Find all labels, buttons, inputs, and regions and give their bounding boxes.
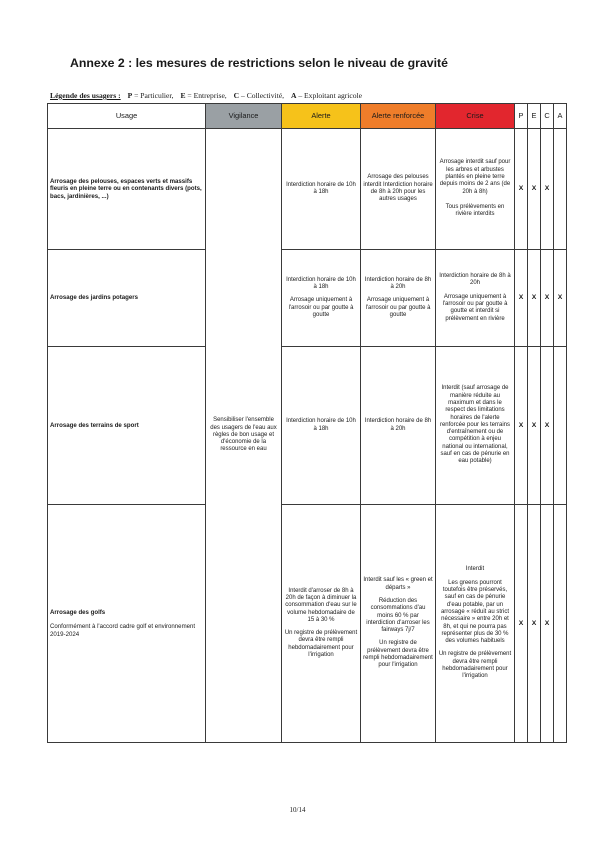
mark-a	[554, 347, 567, 505]
header-vigilance: Vigilance	[206, 104, 282, 129]
mark-a	[554, 505, 567, 743]
crise-text: Arrosage interdit sauf pour les arbres et arbustes plantés en pleine terre depuis moins de 2 ans (de 20h à 8h)	[439, 159, 511, 195]
mark-c: X	[541, 347, 554, 505]
page-number: 10/14	[289, 806, 306, 814]
usage-cell	[48, 129, 206, 250]
alerte-text: Interdiction horaire de 10h à 18h	[286, 181, 356, 195]
table-row	[48, 250, 567, 347]
mark-a: X	[554, 250, 567, 347]
mark-p: X	[515, 129, 528, 250]
alerte-text: Un registre de prélèvement devra être rempli hebdomadairement pour l'irrigation	[284, 630, 358, 659]
renforcee-text: Interdiction horaire de 8h à 20h	[364, 276, 432, 291]
crise-cell	[436, 347, 515, 505]
usage-subtitle: Conformément à l'accord cadre golf et environnement 2019-2024	[50, 623, 196, 638]
legend	[50, 91, 570, 100]
alerte-text: Arrosage uniquement à l'arrosoir ou par goutte à goutte	[288, 297, 354, 318]
header-alerte-renforcee: Alerte renforcée	[361, 104, 436, 129]
crise-cell	[436, 129, 515, 250]
mark-e: X	[528, 250, 541, 347]
mark-c: X	[541, 250, 554, 347]
page-title: Annexe 2 : les mesures de restrictions selon le niveau de gravité	[70, 56, 448, 70]
alerte-cell	[282, 505, 361, 743]
alerte-text: Interdiction horaire de 10h à 18h	[286, 276, 356, 291]
renforcee-text: Réduction des consommations d'au moins 60 % par interdiction d'arroser les fairways 7j/7	[366, 597, 430, 634]
usage-cell	[48, 250, 206, 347]
alerte-text: Interdiction horaire de 10h à 18h	[286, 418, 356, 432]
crise-text: Interdit	[465, 566, 485, 573]
table-row	[48, 505, 567, 743]
alerte-cell	[282, 250, 361, 347]
header-crise: Crise	[436, 104, 515, 129]
table-row	[48, 347, 567, 505]
usage-title: Arrosage des terrains de sport	[50, 421, 139, 429]
usage-title: Arrosage des pelouses, espaces verts et massifs fleuris en pleine terre ou en contenants divers (pots, bacs, jardinières, ...)	[50, 178, 202, 200]
header-alerte: Alerte	[282, 104, 361, 129]
crise-text: Interdit (sauf arrosage de manière réduite au maximum et dans le respect des limitations horaires de l'alerte renforcée pour les terrains d'entraînement ou de compétition à enjeu national ou international, sauf en cas de pénurie en eau potable)	[439, 385, 511, 465]
renforcee-text: Interdit sauf les « green et départs »	[363, 577, 433, 591]
renforcee-text: Un registre de prélèvement devra être rempli hebdomadairement pour l'irrigation	[363, 640, 433, 669]
restrictions-table	[47, 103, 567, 743]
header-a: A	[554, 104, 567, 129]
usage-cell	[48, 347, 206, 505]
legend-item-e: E = Entreprise,	[180, 91, 227, 100]
mark-e: X	[528, 347, 541, 505]
mark-p: X	[515, 250, 528, 347]
alerte-cell	[282, 347, 361, 505]
renforcee-cell	[361, 347, 436, 505]
alerte-cell	[282, 129, 361, 250]
renforcee-text: Interdiction horaire de 8h à 20h	[364, 418, 432, 432]
mark-c: X	[541, 505, 554, 743]
header-e: E	[528, 104, 541, 129]
crise-text: Arrosage uniquement à l'arrosoir ou par goutte à goutte et interdit si prélèvement en rivière	[442, 293, 508, 322]
crise-text: Un registre de prélèvement devra être rempli hebdomadairement pour l'irrigation	[438, 651, 512, 680]
legend-item-a: A – Exploitant agricole	[290, 91, 363, 100]
crise-cell	[436, 505, 515, 743]
table-row	[48, 129, 567, 250]
legend-item-p: P = Particulier,	[127, 91, 174, 100]
alerte-text: Interdit d'arroser de 8h à 20h de façon à diminuer la consommation d'eau sur le volume hebdomadaire de 15 à 30 %	[285, 587, 357, 623]
crise-cell	[436, 250, 515, 347]
renforcee-text: Arrosage uniquement à l'arrosoir ou par goutte à goutte	[365, 297, 431, 318]
renforcee-cell	[361, 505, 436, 743]
usage-cell	[48, 505, 206, 743]
header-usage: Usage	[48, 104, 206, 129]
mark-e: X	[528, 129, 541, 250]
vigilance-text: Sensibiliser l'ensemble des usagers de l'eau aux règles de bon usage et d'économie de la ressource en eau	[210, 417, 277, 453]
renforcee-cell	[361, 129, 436, 250]
header-c: C	[541, 104, 554, 129]
mark-c: X	[541, 129, 554, 250]
renforcee-cell	[361, 250, 436, 347]
crise-text: Les greens pourront toutefois être préservés, sauf en cas de pénurie d'eau potable, par un arrosage « réduit au strict nécessaire » entre 20h et 8h, et qui ne pourra pas représenter plus de 30 % des volumes habituels	[440, 579, 510, 645]
usage-title: Arrosage des golfs	[50, 609, 106, 617]
legend-item-c: C – Collectivité,	[233, 91, 285, 100]
legend-label: Légende des usagers :	[50, 91, 121, 100]
header-p: P	[515, 104, 528, 129]
table-header-row	[48, 104, 567, 129]
vigilance-cell	[206, 129, 282, 743]
usage-title: Arrosage des jardins potagers	[50, 294, 139, 302]
mark-e: X	[528, 505, 541, 743]
crise-text: Interdiction horaire de 8h à 20h	[439, 273, 511, 287]
mark-p: X	[515, 347, 528, 505]
renforcee-text: Arrosage des pelouses interdit Interdiction horaire de 8h à 20h pour les autres usages	[363, 174, 433, 203]
mark-a	[554, 129, 567, 250]
crise-text: Tous prélèvements en rivière interdits	[445, 203, 505, 218]
mark-p: X	[515, 505, 528, 743]
